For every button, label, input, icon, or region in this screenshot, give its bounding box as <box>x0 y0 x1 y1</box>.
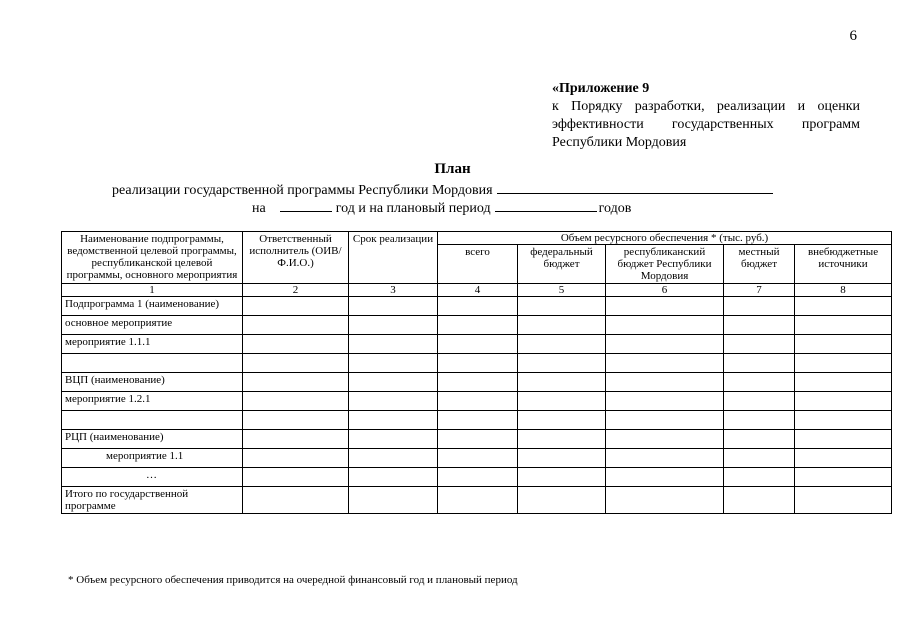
plan-table <box>61 231 892 514</box>
row-label: ВЦП (наименование) <box>62 373 243 392</box>
column-number: 8 <box>795 284 892 297</box>
column-number: 5 <box>518 284 606 297</box>
appendix-line: эффективности государственных программ <box>552 117 860 132</box>
plan-prefix: на <box>252 201 266 216</box>
table-row <box>62 468 892 487</box>
column-number: 7 <box>724 284 795 297</box>
column-number: 2 <box>243 284 349 297</box>
table-row <box>62 449 892 468</box>
footnote: * Объем ресурсного обеспечения приводится на очередной финансовый год и плановый период <box>68 574 518 586</box>
appendix-block <box>552 80 860 152</box>
column-number: 3 <box>349 284 438 297</box>
appendix-line: к Порядку разработки, реализации и оценки <box>552 99 860 114</box>
period-blank <box>495 198 597 212</box>
appendix-line: Республики Мордовия <box>552 135 687 150</box>
table-row <box>62 411 892 430</box>
plan-title: План <box>434 161 471 177</box>
plan-subtitle-text: реализации государственной программы Республики Мордовия <box>112 183 493 198</box>
table-row <box>62 297 892 316</box>
year-blank <box>280 198 332 212</box>
table-row <box>62 430 892 449</box>
row-label: мероприятие 1.2.1 <box>62 392 243 411</box>
table-row <box>62 487 892 514</box>
column-numbers-row <box>62 284 892 297</box>
row-label <box>62 354 243 373</box>
plan-middle: год и на плановый период <box>335 201 491 216</box>
table-row <box>62 373 892 392</box>
row-label: мероприятие 1.1.1 <box>62 335 243 354</box>
table-row <box>62 335 892 354</box>
column-number: 6 <box>606 284 724 297</box>
header-executor: Ответственный исполнитель (ОИВ/Ф.И.О.) <box>243 232 349 284</box>
row-label: РЦП (наименование) <box>62 430 243 449</box>
row-label <box>62 411 243 430</box>
header-extrabudget: внебюджетные источники <box>795 245 892 284</box>
column-number: 4 <box>438 284 518 297</box>
header-term: Срок реализации <box>349 232 438 284</box>
plan-suffix: годов <box>598 201 632 216</box>
appendix-title: «Приложение 9 <box>552 81 650 96</box>
table-row <box>62 354 892 373</box>
row-label: основное мероприятие <box>62 316 243 335</box>
plan-subtitle-line2 <box>252 198 631 217</box>
header-name: Наименование подпрограммы, ведомственной целевой программы, республиканской целевой программы, основного мероприятия <box>62 232 243 284</box>
column-number: 1 <box>62 284 243 297</box>
table-row <box>62 316 892 335</box>
row-label-total: Итого по государственной программе <box>62 487 243 514</box>
header-total: всего <box>438 245 518 284</box>
header-volume: Объем ресурсного обеспечения * (тыс. руб.) <box>438 232 892 245</box>
plan-subtitle-line1 <box>112 180 773 199</box>
header-federal: федеральный бюджет <box>518 245 606 284</box>
header-republican: республиканский бюджет Республики Мордовия <box>606 245 724 284</box>
program-name-blank <box>497 180 773 194</box>
table-row <box>62 392 892 411</box>
row-label: Подпрограмма 1 (наименование) <box>62 297 243 316</box>
row-label: мероприятие 1.1 <box>62 449 243 468</box>
page-number: 6 <box>849 28 857 44</box>
row-label: … <box>62 468 243 487</box>
header-local: местный бюджет <box>724 245 795 284</box>
